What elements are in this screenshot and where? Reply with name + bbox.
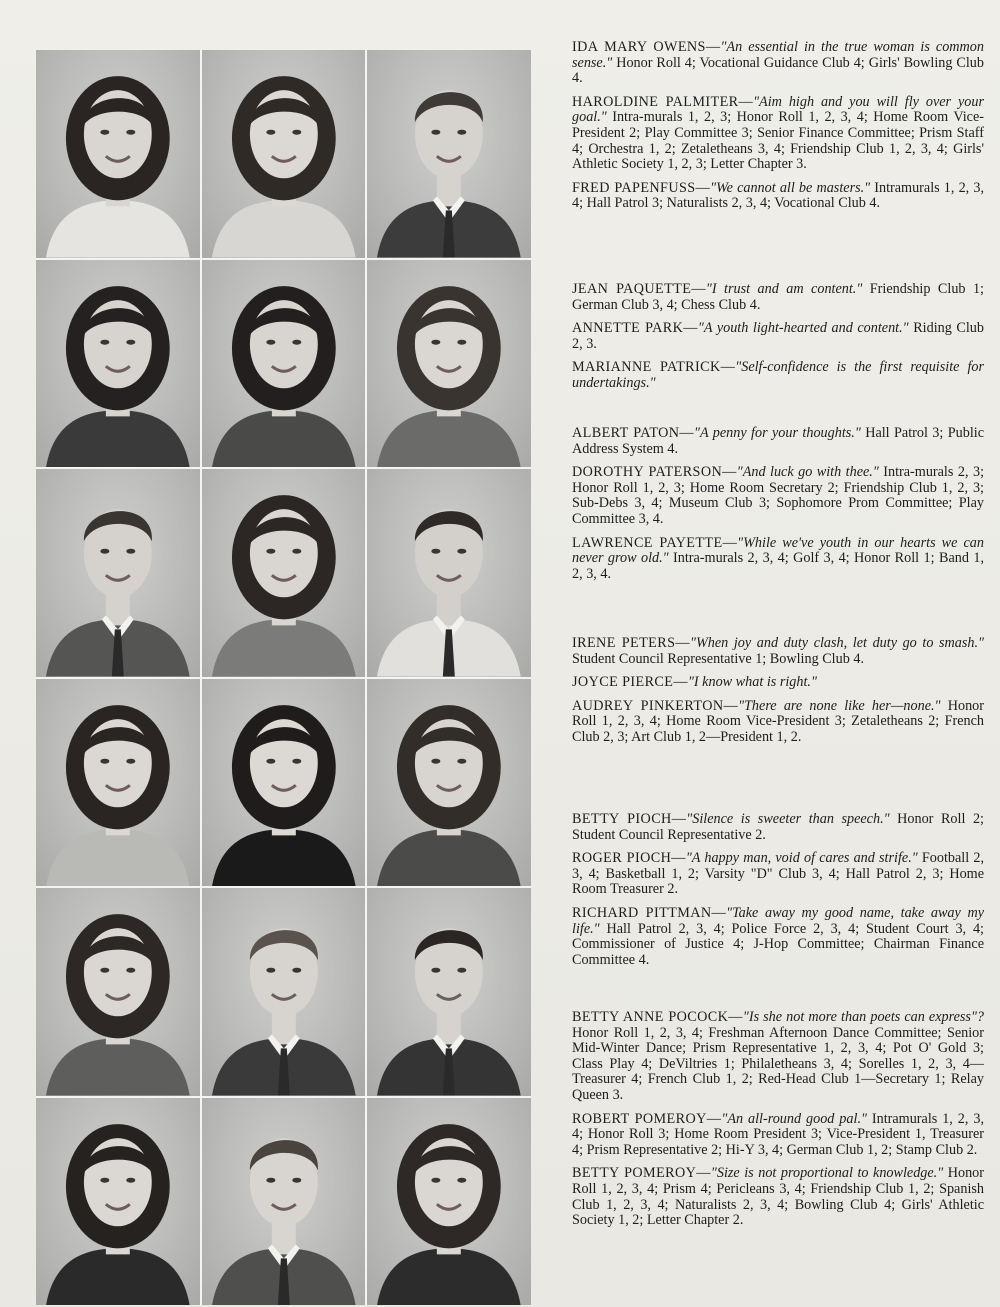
student-quote: "I trust and am content."	[705, 281, 863, 297]
portrait-image	[367, 50, 531, 258]
student-portrait	[367, 469, 531, 677]
senior-entry	[572, 1010, 984, 1104]
student-name: JEAN PAQUETTE—	[572, 281, 706, 297]
student-quote: "Silence is sweeter than speech."	[686, 811, 890, 827]
student-name: BETTY POMEROY—	[572, 1165, 711, 1182]
portrait-image	[367, 1098, 531, 1306]
senior-entry	[572, 636, 984, 667]
student-portrait	[36, 50, 200, 258]
senior-entry	[572, 1166, 984, 1228]
portrait-image	[367, 888, 531, 1096]
student-portrait	[202, 260, 366, 468]
entry-group	[572, 1010, 984, 1237]
student-quote: "While we've youth in our hearts we can never grow old."	[572, 534, 984, 567]
student-quote: "A happy man, void of cares and strife."	[685, 850, 918, 867]
portrait-image	[367, 679, 531, 887]
student-activities: Honor Roll 2; Student Council Representative 2.	[572, 811, 984, 843]
student-portrait	[202, 469, 366, 677]
student-quote: "Aim high and you will fly over your goal."	[572, 93, 985, 126]
portrait-image	[36, 260, 200, 468]
student-name: AUDREY PINKERTON—	[572, 697, 739, 714]
portrait-image	[36, 679, 200, 887]
student-activities: Honor Roll 1, 2, 3, 4; Home Room Vice-President 3; Zetaletheans 2; French Club 2, 3; Art Club 1, 2—President 1, 2.	[572, 697, 984, 745]
student-activities: Intra-murals 2, 3; Honor Roll 1, 2, 3; Home Room Secretary 2; Friendship Club 1, 2, 3; Sub-Debs 3, 4; Museum Club 3; Sophomore Prom Committee; Play Committee 3, 4.	[572, 464, 985, 527]
student-activities: Riding Club 2, 3.	[572, 320, 984, 352]
student-quote: "Self-confidence is the first requisite for undertakings."	[572, 359, 984, 391]
student-name: FRED PAPENFUSS—	[572, 179, 711, 196]
student-quote: "There are none like her—none."	[738, 697, 941, 714]
senior-entry	[572, 851, 984, 898]
student-activities: Honor Roll 1, 2, 3, 4; Prism 4; Pericleans 3, 4; Friendship Club 1, 2; Spanish Club 1, 2, 3, 4; Naturalists 2, 3, 4; Bowling Club 4; Girls' Athletic Society 1, 2; Letter Chapter 2.	[572, 1165, 984, 1229]
student-portrait	[367, 1098, 531, 1306]
student-quote: "And luck go with thee."	[736, 464, 879, 481]
entry-group	[572, 40, 984, 220]
student-portrait	[367, 260, 531, 468]
student-quote: "Size is not proportional to knowledge."	[710, 1165, 944, 1182]
student-name: ROBERT POMEROY—	[572, 1110, 722, 1127]
student-quote: "An all-round good pal."	[721, 1110, 867, 1127]
student-name: LAWRENCE PAYETTE—	[572, 534, 738, 551]
senior-entry	[572, 321, 984, 352]
student-activities: Intramurals 1, 2, 3, 4; Hall Patrol 3; Naturalists 2, 3, 4; Vocational Club 4.	[572, 179, 984, 212]
student-activities: Honor Roll 1, 2, 3, 4; Freshman Afternoon Dance Committee; Senior Mid-Winter Dance; Prism Representative 1, 2, 3, 4; Pot O' Gold 3; Class Play 4; DeViltries 1; Philaletheans 3, 4; Sorelles 1, 2, 3, 4—Treasurer 4; French Club 1, 2; Red-Head Club 1—Secretary 1; Relay Queen 3.	[572, 1024, 984, 1103]
portrait-grid	[36, 50, 531, 1305]
entry-group	[572, 636, 984, 754]
student-portrait	[36, 469, 200, 677]
student-activities: Hall Patrol 2, 3, 4; Police Force 2, 3, 4; Student Court 3, 4; Commissioner of Justice 4; J-Hop Committee; Chairman Finance Committee 4.	[572, 920, 984, 968]
student-name: ROGER PIOCH—	[572, 850, 686, 867]
senior-entry	[572, 906, 984, 968]
student-name: HAROLDINE PALMITER—	[572, 93, 754, 110]
student-name: BETTY PIOCH—	[572, 811, 687, 827]
portrait-image	[36, 888, 200, 1096]
student-name: RICHARD PITTMAN—	[572, 904, 727, 921]
senior-entry	[572, 675, 984, 691]
student-portrait	[367, 679, 531, 887]
senior-entry	[572, 812, 984, 843]
student-portrait	[367, 50, 531, 258]
portrait-image	[36, 469, 200, 677]
senior-entry	[572, 282, 984, 313]
student-activities: Hall Patrol 3; Public Address System 4.	[572, 425, 984, 457]
student-portrait	[36, 679, 200, 887]
student-quote: "When joy and duty clash, let duty go to smash."	[690, 635, 984, 651]
portrait-image	[202, 260, 366, 468]
senior-entry	[572, 360, 984, 391]
student-activities: Honor Roll 4; Vocational Guidance Club 4; Girls' Bowling Club 4.	[572, 54, 984, 87]
student-activities: Student Council Representative 1; Bowling Club 4.	[572, 650, 865, 667]
student-activities: Intramurals 1, 2, 3, 4; Honor Roll 3; Home Room President 3; Vice-President 1, Treasurer 4; Prism Representative 2; Hi-Y 3, 4; German Club 1, 2; Stamp Club 2.	[572, 1110, 984, 1158]
student-quote: "A penny for your thoughts."	[694, 425, 861, 441]
senior-entry	[572, 426, 984, 457]
student-activities: Friendship Club 1; German Club 3, 4; Chess Club 4.	[572, 281, 985, 313]
student-quote: "Is she not more than poets can express"?	[742, 1009, 984, 1025]
student-name: IRENE PETERS—	[572, 635, 690, 651]
senior-entry	[572, 1112, 984, 1159]
student-portrait	[202, 1098, 366, 1306]
student-portrait	[36, 1098, 200, 1306]
student-portrait	[202, 679, 366, 887]
senior-entry	[572, 465, 984, 527]
student-quote: "An essential in the true woman is common sense."	[572, 39, 984, 71]
student-name: DOROTHY PATERSON—	[572, 464, 737, 481]
student-portrait	[36, 260, 200, 468]
senior-entry	[572, 181, 984, 212]
portrait-image	[202, 1098, 366, 1306]
portrait-image	[36, 50, 200, 258]
student-portrait	[367, 888, 531, 1096]
student-quote: "Take away my good name, take away my life."	[572, 904, 984, 937]
entry-group	[572, 282, 984, 400]
student-name: BETTY ANNE POCOCK—	[572, 1009, 743, 1025]
student-activities: Intra-murals 1, 2, 3; Honor Roll 1, 2, 3, 4; Home Room Vice-President 2; Play Committee 3; Senior Finance Committee; Prism Staff 4; Orchestra 1, 2; Zetaletheans 3, 4; Friendship Club 1, 2, 3, 4; Girls' Athletic Society 1, 2, 3; Letter Chapter 3.	[572, 109, 984, 173]
portrait-image	[202, 679, 366, 887]
student-name: MARIANNE PATRICK—	[572, 359, 736, 376]
student-name: IDA MARY OWENS—	[572, 39, 721, 55]
student-activities: Football 2, 3, 4; Basketball 1, 2; Varsity "D" Club 3, 4; Hall Patrol 2, 3; Home Room Treasurer 2.	[572, 850, 985, 898]
student-name: ALBERT PATON—	[572, 425, 695, 441]
portrait-image	[202, 888, 366, 1096]
portrait-image	[202, 469, 366, 677]
senior-entry	[572, 699, 984, 746]
student-portrait	[202, 888, 366, 1096]
student-portrait	[36, 888, 200, 1096]
portrait-image	[36, 1098, 200, 1306]
student-activities: Intra-murals 2, 3, 4; Golf 3, 4; Honor Roll 1; Band 1, 2, 3, 4.	[572, 550, 984, 582]
student-name: ANNETTE PARK—	[572, 320, 698, 337]
student-name: JOYCE PIERCE—	[572, 674, 688, 691]
student-portrait	[202, 50, 366, 258]
portrait-image	[202, 50, 366, 258]
student-quote: "I know what is right."	[687, 674, 817, 691]
portrait-image	[367, 469, 531, 677]
entry-group	[572, 426, 984, 590]
student-quote: "We cannot all be masters."	[710, 179, 871, 196]
senior-entry	[572, 536, 984, 583]
student-quote: "A youth light-hearted and content."	[697, 320, 909, 337]
entry-group	[572, 812, 984, 976]
portrait-image	[367, 260, 531, 468]
senior-entry	[572, 95, 984, 173]
senior-entry	[572, 40, 984, 87]
